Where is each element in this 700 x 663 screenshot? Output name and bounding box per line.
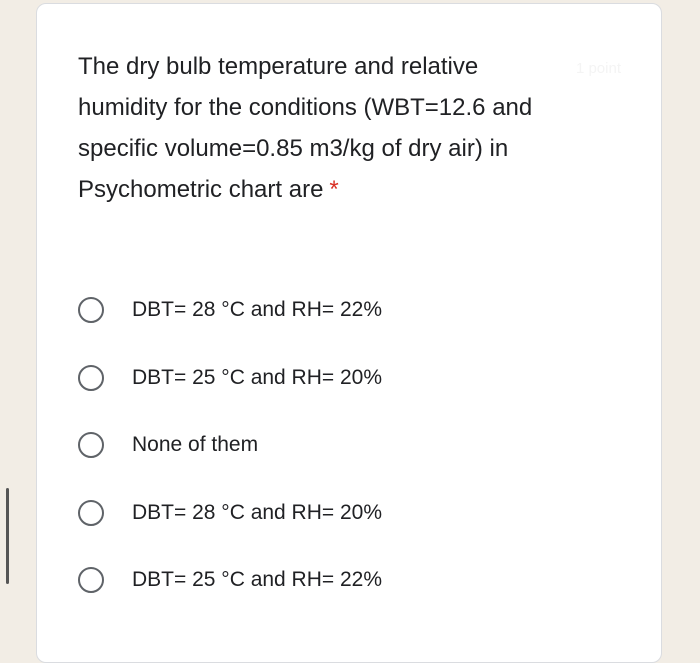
radio-group bbox=[78, 288, 382, 626]
question-text: The dry bulb temperature and relative humidity for the conditions (WBT=12.6 and specific volume=0.85 m3/kg of dry air) in Psychometric chart are bbox=[78, 53, 533, 203]
option-none-of-them[interactable] bbox=[78, 423, 382, 467]
option-label: DBT= 25 °C and RH= 22% bbox=[132, 568, 383, 591]
option-dbt25-rh20[interactable] bbox=[78, 356, 382, 400]
radio-button[interactable] bbox=[78, 365, 104, 391]
radio-button[interactable] bbox=[78, 500, 104, 526]
option-dbt28-rh22[interactable] bbox=[78, 288, 382, 332]
radio-button[interactable] bbox=[78, 297, 104, 323]
required-asterisk: * bbox=[329, 176, 339, 203]
option-dbt25-rh22[interactable] bbox=[78, 558, 382, 602]
points-label: 1 point bbox=[575, 60, 621, 77]
radio-button[interactable] bbox=[78, 567, 104, 593]
scroll-indicator bbox=[6, 488, 9, 584]
radio-button[interactable] bbox=[78, 432, 104, 458]
option-label: None of them bbox=[132, 433, 259, 456]
question-title bbox=[78, 46, 548, 210]
option-label: DBT= 28 °C and RH= 20% bbox=[132, 500, 383, 524]
option-label: DBT= 25 °C and RH= 20% bbox=[132, 365, 383, 389]
option-label: DBT= 28 °C and RH= 22% bbox=[132, 298, 383, 321]
option-dbt28-rh20[interactable] bbox=[78, 491, 382, 535]
question-card bbox=[36, 3, 662, 663]
